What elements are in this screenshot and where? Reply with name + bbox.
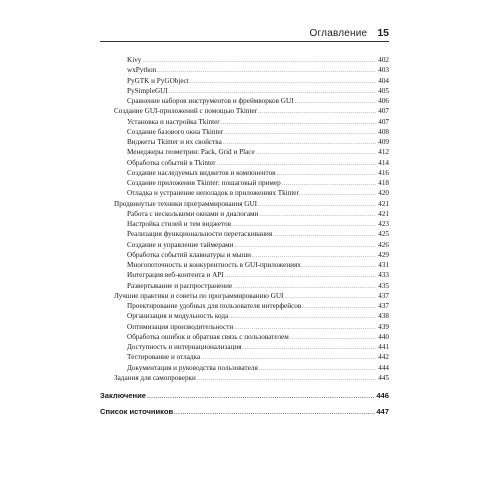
toc-entry[interactable] [100, 342, 389, 352]
toc-entry[interactable] [100, 332, 389, 342]
toc-entry-page: 425 [378, 230, 389, 239]
toc-entry-page: 408 [378, 127, 389, 136]
running-head [300, 26, 389, 40]
toc-entry-title: Обработка ошибок и обратная связь с пользователем [127, 332, 289, 341]
toc-entry[interactable] [100, 281, 389, 291]
toc-entry[interactable] [100, 158, 389, 168]
toc-entry-title: Тестирование и отладка [127, 353, 201, 362]
toc-entry-page: 444 [378, 363, 389, 372]
toc-entry-title: PySimpleGUI [127, 86, 168, 95]
toc-entry-page: 405 [378, 86, 389, 95]
toc-entry-page: 423 [378, 220, 389, 228]
toc-entry[interactable] [100, 96, 389, 106]
toc-entry-page: 441 [378, 343, 389, 351]
toc-entry-page: 437 [378, 291, 389, 300]
toc-entry-title: Отладка и устранение неполадок в приложениях Tkinter [127, 189, 299, 198]
toc-entry-page: 433 [378, 271, 389, 280]
toc-entry[interactable] [100, 117, 389, 127]
toc-dot-leader [147, 389, 375, 405]
toc-entry[interactable] [100, 291, 389, 301]
running-head-title: Оглавление [309, 27, 368, 39]
toc-dot-leader [258, 200, 376, 210]
toc-entry-page: 438 [378, 312, 389, 321]
toc-entry-title: Создание GUI-приложений с помощью Tkinter [114, 107, 258, 116]
toc-chapter-entry[interactable] [100, 388, 389, 404]
toc-entry-page: 403 [378, 66, 389, 75]
toc-entry-title: Создание и управление таймерами [127, 240, 234, 249]
header-rule [100, 41, 389, 42]
toc-entry[interactable] [100, 86, 389, 96]
toc-entry-title: Создание приложения Tkinter: пошаговый пример [127, 179, 281, 187]
toc-dot-leader [259, 210, 376, 220]
toc-entry[interactable] [100, 260, 389, 270]
toc-entry-title: Настройка стилей и тем виджетов [127, 220, 232, 228]
toc-entry-title: Сравнение наборов инструментов и фреймворков GUI [127, 97, 294, 105]
toc-entry-page: 447 [376, 407, 389, 416]
toc-entry[interactable] [100, 65, 389, 75]
toc-entry[interactable] [100, 55, 389, 65]
toc-dot-leader [277, 169, 376, 179]
toc-entry[interactable] [100, 311, 389, 321]
toc-entry-title: Доступность и интернационализация [127, 343, 242, 351]
toc-entry-title: Реализация функциональности перетаскивания [127, 230, 273, 239]
toc-entry[interactable] [100, 270, 389, 280]
toc-dot-leader [302, 302, 376, 312]
toc-entry[interactable] [100, 219, 389, 229]
toc-entry-page: 431 [378, 261, 389, 269]
toc-entry[interactable] [100, 76, 389, 86]
toc-entry[interactable] [100, 168, 389, 178]
toc-entry-page: 440 [378, 332, 389, 341]
toc-entry[interactable] [100, 250, 389, 260]
toc-entry-title: Продвинутые техники программирования GUI [114, 199, 258, 208]
toc-entry-title: Заключение [100, 391, 147, 400]
toc-entry-title: Виджеты Tkinter и их свойства [127, 138, 222, 146]
toc-entry-page: 407 [378, 107, 389, 116]
toc-entry-title: Установка и настройка Tkinter [127, 117, 220, 126]
toc-dot-leader [256, 148, 376, 158]
toc-dot-leader [295, 97, 376, 107]
toc-entry-title: Обработка событий клавиатуры и мыши [127, 250, 251, 259]
toc-entry-title: PyGTK и PyGObject [127, 76, 189, 85]
toc-entry-title: Проектирование удобных для пользователя интерфейсов [127, 302, 302, 310]
toc-entry-title: Задания для самопроверки [114, 373, 196, 382]
toc-entry-title: Документация и руководства пользователя [127, 363, 258, 372]
toc-entry[interactable] [100, 240, 389, 250]
toc-entry[interactable] [100, 229, 389, 239]
toc-entry-page: 409 [378, 138, 389, 146]
toc-entry-page: 406 [378, 97, 389, 105]
toc-entry[interactable] [100, 147, 389, 157]
toc-dot-leader [302, 261, 376, 271]
toc-entry-title: Создание базового окна Tkinter [127, 127, 224, 136]
toc-dot-leader [174, 405, 375, 421]
toc-entry-title: Оптимизация производительности [127, 322, 234, 331]
toc-dot-leader [290, 333, 376, 343]
toc-entry[interactable] [100, 209, 389, 219]
toc-entry-page: 426 [378, 240, 389, 249]
toc-entry[interactable] [100, 178, 389, 188]
toc-entry-page: 418 [378, 179, 389, 187]
toc-entry[interactable] [100, 352, 389, 362]
toc-entry-page: 445 [378, 373, 389, 382]
toc-dot-leader [225, 271, 376, 281]
toc-dot-leader [142, 56, 376, 66]
toc-entry[interactable] [100, 322, 389, 332]
toc-dot-leader [300, 189, 376, 199]
toc-entry-title: Обработка событий в Tkinter [127, 158, 216, 167]
toc-dot-leader [243, 343, 376, 353]
toc-dot-leader [157, 66, 376, 76]
toc-dot-leader [190, 77, 376, 87]
toc-entry[interactable] [100, 363, 389, 373]
toc-entry-title: Список источников [100, 407, 174, 416]
toc-entry-title: wxPython [127, 66, 157, 75]
toc-entry-title: Интеграция веб-контента и API [127, 271, 224, 280]
toc-entry-page: 446 [376, 391, 389, 400]
toc-entry-page: 442 [378, 353, 389, 362]
toc-dot-leader [229, 312, 376, 322]
toc-entry[interactable] [100, 301, 389, 311]
toc-dot-leader [197, 374, 376, 384]
toc-entry-title: Работа с несколькими окнами и диалогами [127, 209, 259, 218]
page-number: 15 [377, 27, 389, 39]
toc-entry-page: 435 [378, 281, 389, 290]
toc-entry-title: Kivy [127, 56, 142, 64]
toc-entry-page: 439 [378, 322, 389, 331]
toc-entry-page: 407 [378, 117, 389, 126]
toc-entry-page: 429 [378, 250, 389, 259]
toc-entry-page: 414 [378, 158, 389, 167]
toc-entry-page: 402 [378, 56, 389, 64]
toc-entry-title: Организация и модульность кода [127, 312, 229, 321]
toc-entry[interactable] [100, 127, 389, 137]
toc-entry[interactable] [100, 106, 389, 116]
toc-entry-page: 412 [378, 148, 389, 157]
toc-dot-leader [259, 364, 376, 374]
table-of-contents [100, 55, 389, 420]
toc-entry-title: Многопоточность и конкурентность в GUI-приложениях [127, 261, 301, 269]
toc-entry-title: Менеджеры геометрии: Pack, Grid и Place [127, 148, 255, 157]
toc-entry-page: 437 [378, 302, 389, 310]
toc-entry-page: 421 [378, 209, 389, 218]
toc-entry-page: 404 [378, 76, 389, 85]
toc-entry-title: Создание наследуемых виджетов и компонентов [127, 168, 276, 177]
toc-dot-leader [258, 107, 376, 117]
toc-dot-leader [224, 128, 376, 138]
toc-entry-title: Лучшие практики и советы по программированию GUI [114, 291, 284, 300]
toc-entry-page: 421 [378, 199, 389, 208]
toc-entry[interactable] [100, 199, 389, 209]
toc-entry[interactable] [100, 137, 389, 147]
toc-entry-page: 420 [378, 189, 389, 198]
toc-entry[interactable] [100, 373, 389, 383]
toc-dot-leader [273, 230, 376, 240]
toc-dot-leader [221, 118, 376, 128]
toc-entry[interactable] [100, 188, 389, 198]
toc-chapter-entry[interactable] [100, 404, 389, 420]
toc-entry-page: 416 [378, 168, 389, 177]
toc-dot-leader [234, 241, 376, 251]
toc-entry-title: Развертывание и распространение [127, 281, 233, 290]
